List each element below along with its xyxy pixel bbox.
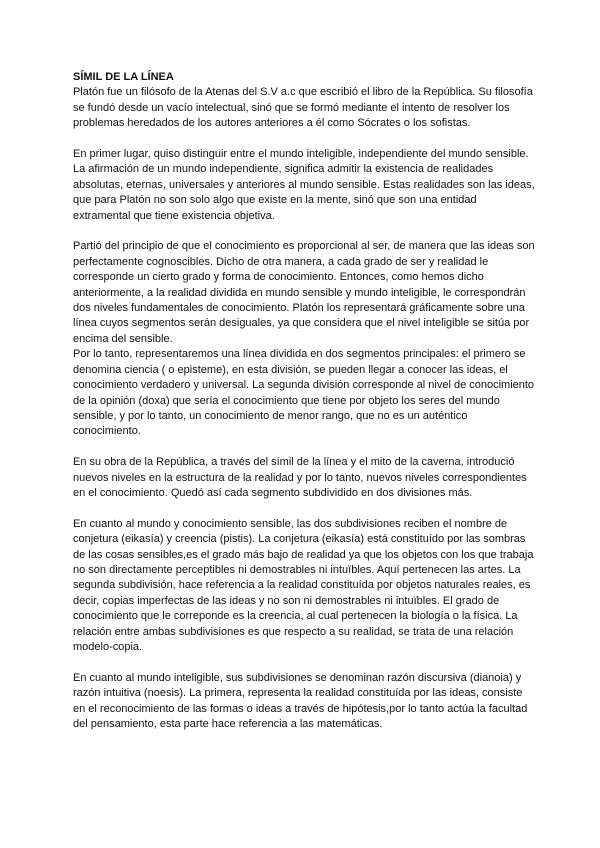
paragraph-plato-intro: Platón fue un filósofo de la Atenas del S.V a.c que escribió el libro de la República. Su filosofía se fundó desde un vacío intelectual, sinó que se formó mediante el intento de resolver los problemas heredados de los autores anteriores a él como Sócrates o los sofistas. [73, 86, 533, 130]
document-page [73, 70, 535, 748]
paragraph-republic-levels: En su obra de la República, a través del símil de la línea y el mito de la caverna, introdució nuevos niveles en la estructura de la realidad y por lo tanto, nuevos niveles correspondientes en el conocimiento. Quedó así cada segmento subdividido en dos divisiones más. [73, 456, 527, 499]
paragraph-intelligible-world: En primer lugar, quiso distinguir entre el mundo inteligible, independiente del mundo sensible. La afirmación de un mundo independiente, significa admitir la existencia de realidades absolutas, eternas, universales y anteriores al mundo sensible. Estas realidades son las ideas, que para Platón no son solo algo que existe en la mente, sinó que son una entidad extramental que tiene existencia objetiva. [73, 148, 535, 222]
paragraph-sensible-subdivisions: En cuanto al mundo y conocimiento sensible, las dos subdivisiones reciben el nombre de conjetura (eikasía) y creencia (pistis). La conjetura (eikasía) está constituído por las sombras de las cosas sensibles,es el grado más bajo de realidad ya que los objetos con los que trabaja no son directamente perceptibles ni demostrables ni intuïbles. Aquí pertenecen las artes. La segunda subdivisión, hace referencia a la realidad constituída por objetos naturales reales, es decir, copias imperfectas de las ideas y no son ni demostrables ni intuïbles. El grado de conocimiento que le correponde es la creencia, al cual pertenecen la biología o la física. La relación entre ambas subdivisiones es que respecto a su realidad, se trata de una relación modelo-copia. [73, 517, 534, 653]
paragraph-knowledge-being: Partió del principio de que el conocimiento es proporcional al ser, de manera que las ideas son perfectamente cognoscibles. Dicho de otra manera, a cada grado de ser y realidad le corresponde un cierto grado y forma de conocimiento. Entonces, como hemos dicho anteriormente, a la realidad dividida en mundo sensible y mundo inteligible, le correspondrán dos niveles fundamentales de conocimiento. Platón los representará gráficamente sobre una línea cuyos segmentos serán desiguales, ya que considera que el nivel inteligible se sitúa por encima del sensible. [73, 240, 535, 345]
paragraph-intelligible-subdivisions: En cuanto al mundo inteligible, sus subdivisiones se denominan razón discursiva (dianoia) y razón intuitiva (noesis). La primera, representa la realidad constituída por las ideas, consiste en el reconocimiento de las formas o ideas a través de hipótesis,por lo tanto actúa la facultad del pensamiento, esta parte hace referencia a las matemáticas. [73, 671, 528, 730]
document-title: SÍMIL DE LA LÍNEA [73, 71, 174, 83]
paragraph-line-segments: Por lo tanto, representaremos una línea dividida en dos segmentos principales: el primero se denomina ciencia ( o episteme), en esta división, se pueden llegar a conocer las ideas, el conocimiento verdadero y universal. La segunda división corresponde al nivel de conocimiento de la opinión (doxa) que sería el conocimiento que tiene por objeto los seres del mundo sensible, y por lo tanto, un conocimiento de menor rango, que no es un auténtico conocimiento. [73, 348, 535, 438]
